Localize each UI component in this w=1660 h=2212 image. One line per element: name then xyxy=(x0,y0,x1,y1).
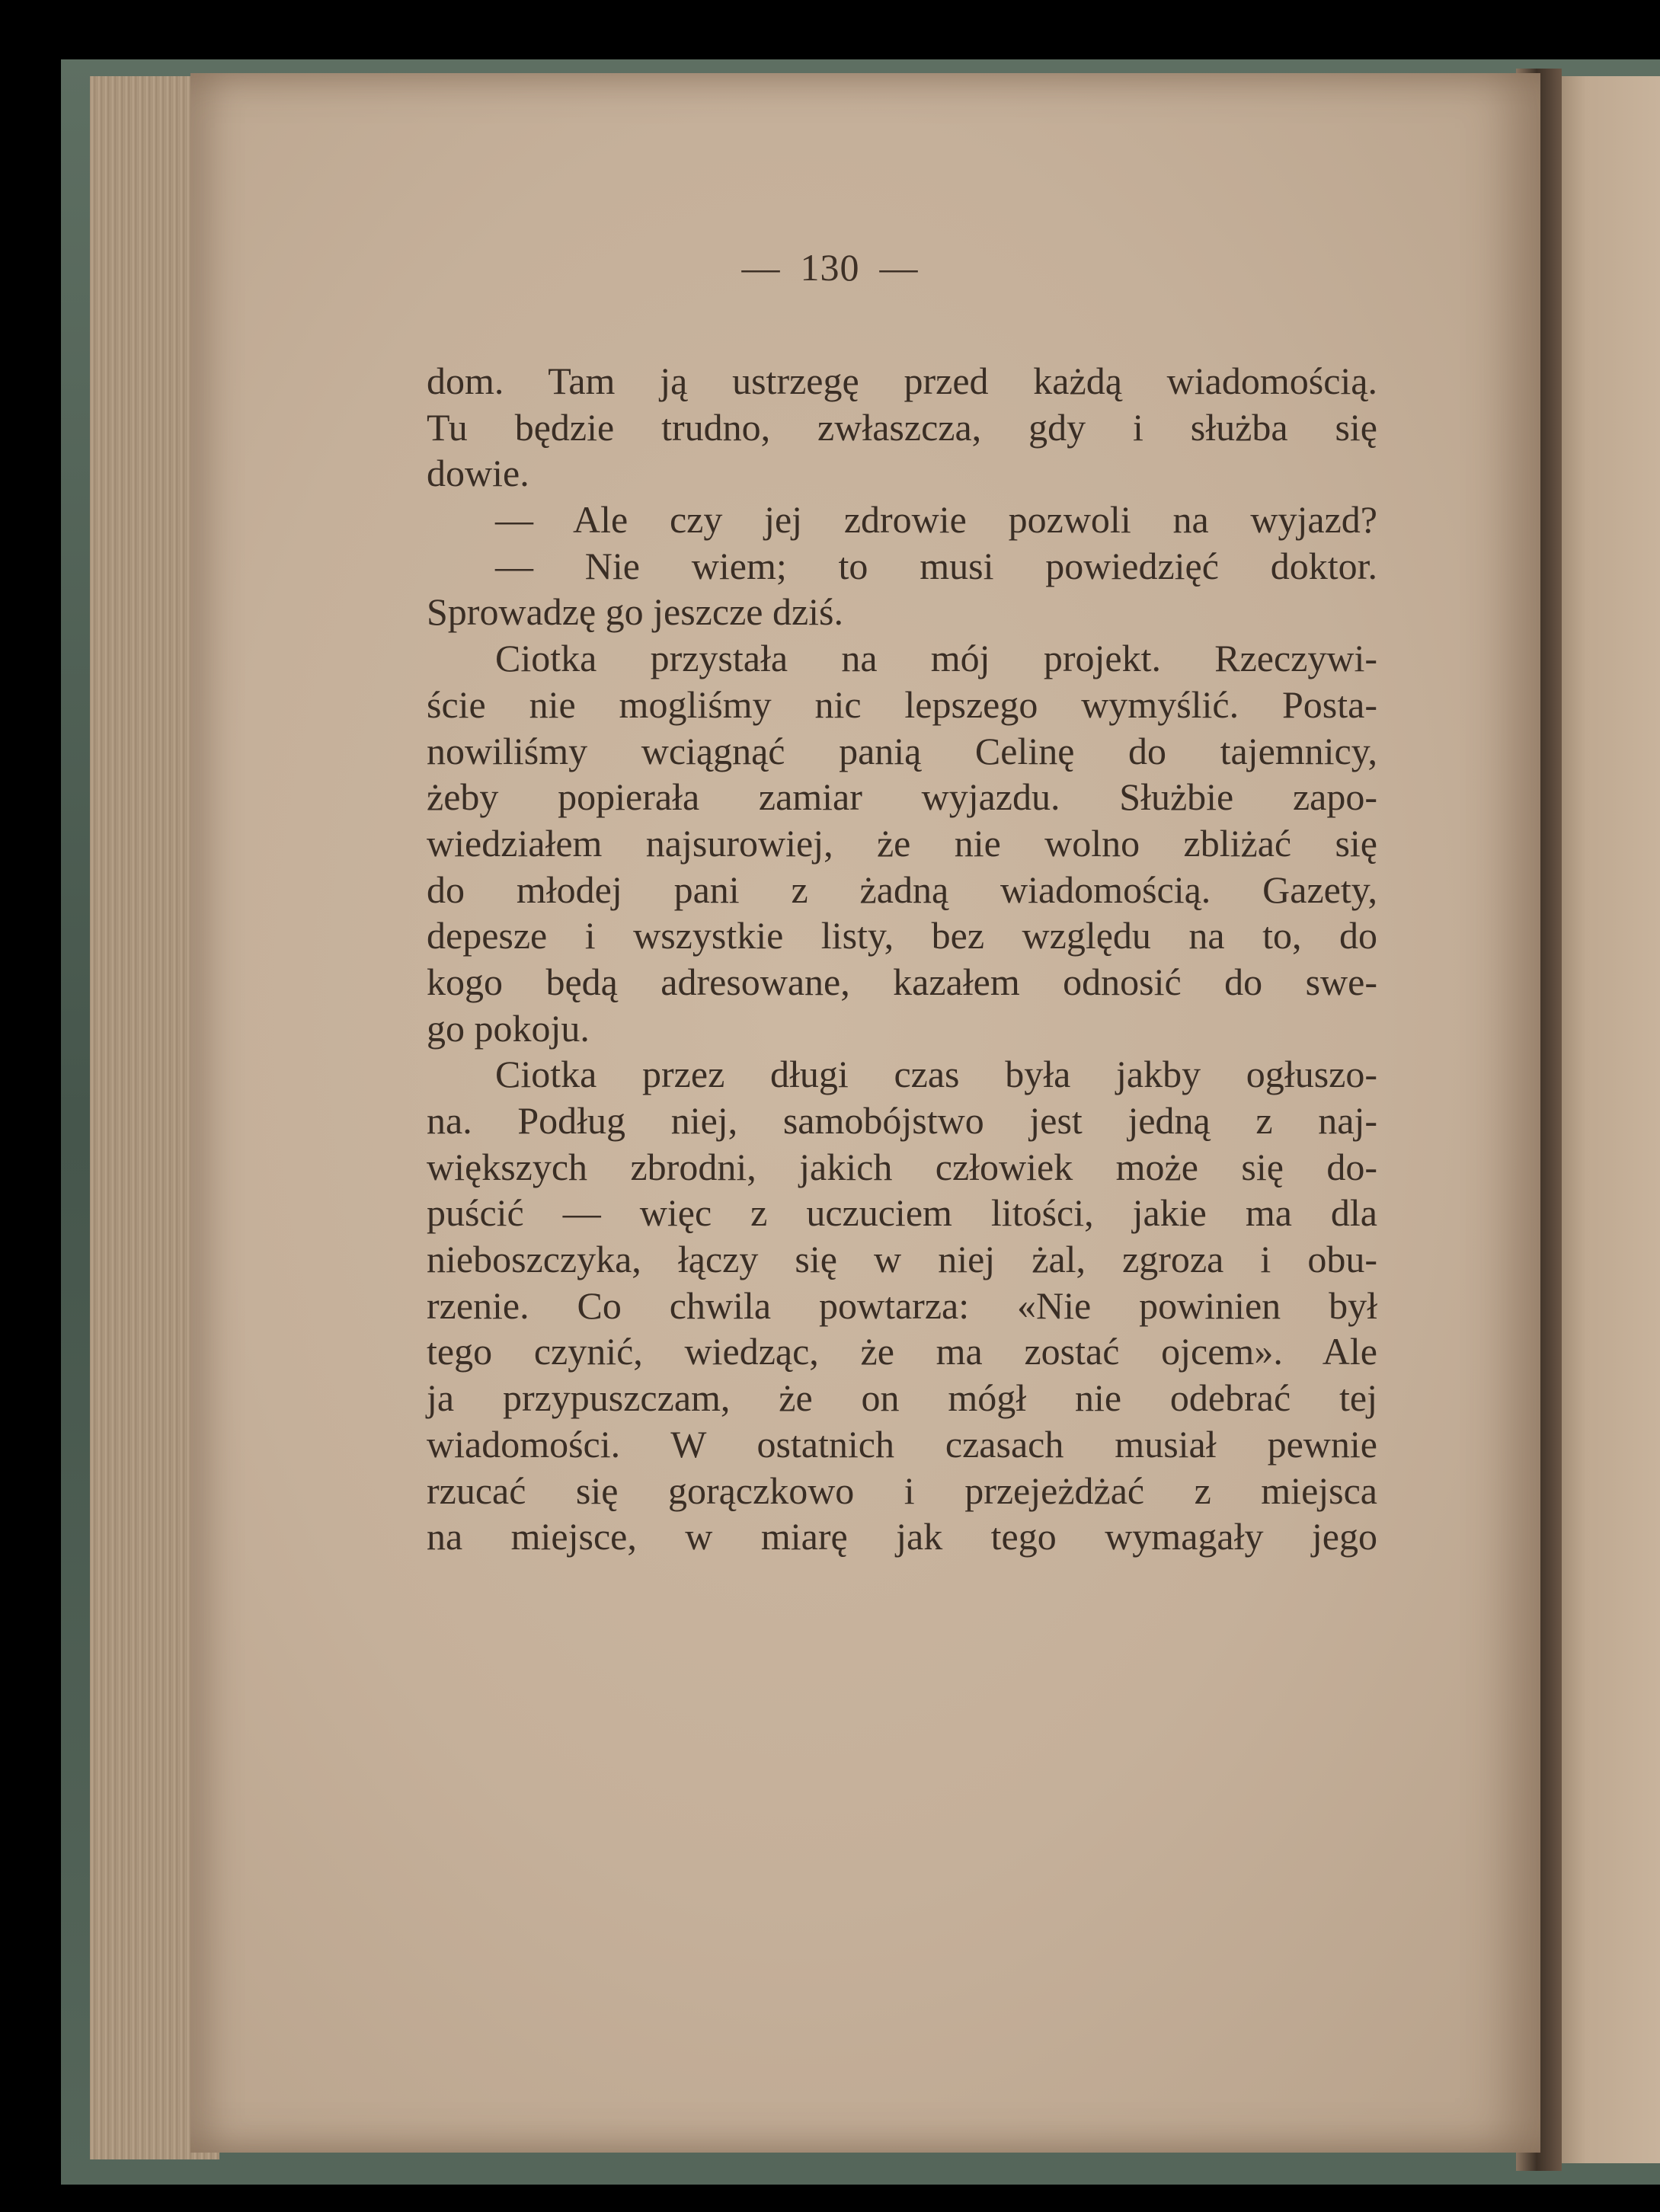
text-line: Tu będzie trudno, zwłaszcza, gdy i służba się xyxy=(427,405,1377,449)
page-number xyxy=(0,245,1660,289)
text-line: — Ale czy jej zdrowie pozwoli na wyjazd? xyxy=(495,498,1377,542)
text-line: żeby popierała zamiar wyjazdu. Służbie zapo- xyxy=(427,775,1377,819)
text-line: go pokoju. xyxy=(427,1006,590,1050)
text-line: Ciotka przez długi czas była jakby ogłuszo- xyxy=(495,1053,1377,1096)
page-number-dash-left: — xyxy=(741,246,781,289)
text-line: tego czynić, wiedząc, że ma zostać ojcem». Ale xyxy=(427,1330,1377,1373)
text-line: — Nie wiem; to musi powiedzięć doktor. xyxy=(495,544,1377,587)
text-line: Ciotka przystała na mój projekt. Rzeczywi- xyxy=(495,637,1377,680)
text-line: wiadomości. W ostatnich czasach musiał pewnie xyxy=(427,1422,1377,1466)
text-line: puścić — więc z uczuciem litości, jakie ma dla xyxy=(427,1191,1377,1235)
text-line: ja przypuszczam, że on mógł nie odebrać tej xyxy=(427,1376,1377,1420)
text-line: większych zbrodni, jakich człowiek może się do- xyxy=(427,1145,1377,1188)
text-line: kogo będą adresowane, kazałem odnosić do swe- xyxy=(427,960,1377,1003)
body-text xyxy=(427,358,1377,1560)
text-line: do młodej pani z żadną wiadomością. Gazety, xyxy=(427,868,1377,911)
text-line: nieboszczyka, łączy się w niej żal, zgroza i obu- xyxy=(427,1238,1377,1281)
text-line: na miejsce, w miarę jak tego wymagały jego xyxy=(427,1515,1377,1558)
page-number-value: 130 xyxy=(800,246,860,289)
text-line: depesze i wszystkie listy, bez względu na to, do xyxy=(427,914,1377,957)
text-line: rzucać się gorączkowo i przejeżdżać z miejsca xyxy=(427,1469,1377,1512)
text-line: dom. Tam ją ustrzegę przed każdą wiadomością. xyxy=(427,360,1377,402)
text-line: na. Podług niej, samobójstwo jest jedną z naj- xyxy=(427,1099,1377,1142)
text-line: wiedziałem najsurowiej, że nie wolno zbliżać się xyxy=(427,821,1377,865)
text-line: Sprowadzę go jeszcze dziś. xyxy=(427,590,843,634)
text-line: dowie. xyxy=(427,452,529,495)
text-line: ście nie mogliśmy nic lepszego wymyślić. Posta- xyxy=(427,682,1377,726)
facing-page-edge xyxy=(1554,76,1660,2163)
text-line: nowiliśmy wciągnąć panią Celinę do tajemnicy, xyxy=(427,729,1377,772)
page-number-dash-right: — xyxy=(879,246,919,289)
text-line: rzenie. Co chwila powtarza: «Nie powinien był xyxy=(427,1283,1377,1327)
